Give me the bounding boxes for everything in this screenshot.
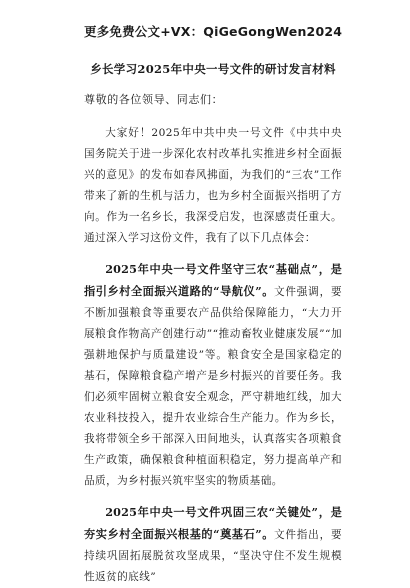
- section-2-text: 文件指出，要持续巩固拓展脱贫攻坚成果，“坚决守住不发生规模性返贫的底线”: [84, 529, 342, 583]
- salutation: 尊敬的各位领导、同志们：: [84, 93, 224, 106]
- watermark-header: 更多免费公文+VX：QiGeGongWen2024: [84, 24, 343, 39]
- document-title: 乡长学习2025年中央一号文件的研讨发言材料: [90, 62, 336, 76]
- section-paragraph-1: [84, 259, 342, 492]
- section-1-lead: 2025年中央一号文件坚守三农“基础点”，是指引乡村全面振兴道路的“导航仪”。: [84, 262, 342, 298]
- section-2-lead: 2025年中央一号文件巩固三农“关键处”，是夯实乡村全面振兴根基的“奠基石”。: [84, 505, 342, 541]
- intro-paragraph: 大家好！2025年中共中央一号文件《中共中央国务院关于进一步深化农村改革扎实推进乡村全面振兴的意见》的发布如春风拂面，为我们的“三农”工作带来了新的生机与活力，也为乡村全面振兴指明了方向。作为一名乡长，我深受启发，也深感责任重大。通过深入学习这份文件，我有了以下几点体会：: [84, 127, 342, 244]
- section-paragraph-2: [84, 502, 342, 588]
- section-1-text: 文件强调，要不断加强粮食等重要农产品供给保障能力，“大力开展粮食作物高产创建行动”“推动畜牧业健康发展”“加强耕地保护与质量建设”等。粮食安全是国家稳定的基石，保障粮食稳产增产是乡村振兴的首要任务。我们必须牢固树立粮食安全观念，严守耕地红线，加大农业科技投入，提升农业综合生产能力。作为乡长，我将带领全乡干部深入田间地头，认真落实各项粮食生产政策，确保粮食种植面积稳定，努力提高单产和品质，为乡村振兴筑牢坚实的物质基础。: [84, 286, 342, 487]
